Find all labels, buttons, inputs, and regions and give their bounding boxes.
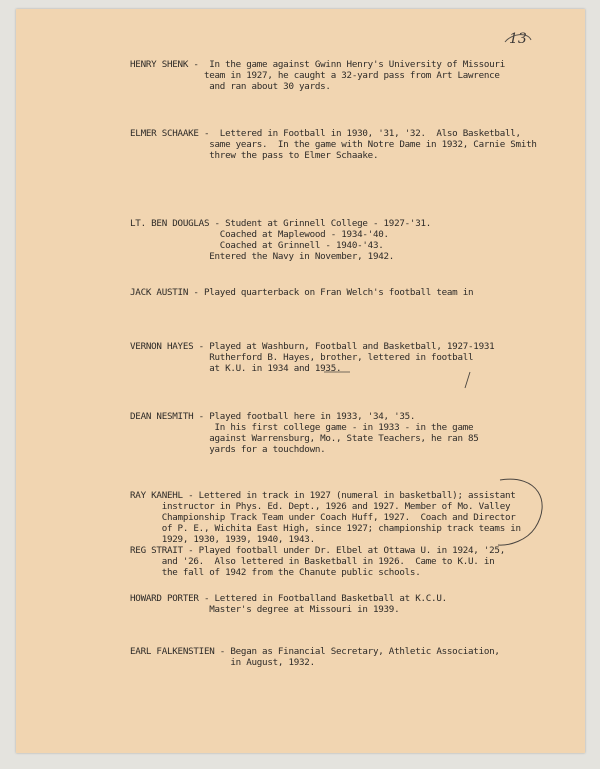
page-number-annotation: 13: [509, 31, 527, 47]
entry-jack-austin: JACK AUSTIN - Played quarterback on Fran Welch's football team in: [130, 287, 474, 298]
bracket-mark-kanehl: [498, 479, 542, 545]
entry-howard-porter: HOWARD PORTER - Lettered in Footballand Basketball at K.C.U. Master's degree at Missouri in 1939.: [130, 593, 447, 615]
circle-mark-13: [505, 35, 531, 42]
entry-dean-nesmith: DEAN NESMITH - Played football here in 1933, '34, '35. In his first college game - in 1933 - in the game against Warrensburg, Mo., State Teachers, he ran 85 yards for a touchdown.: [130, 411, 479, 455]
slash-mark-hayes: [465, 372, 470, 388]
entry-vernon-hayes: VERNON HAYES - Played at Washburn, Football and Basketball, 1927-1931 Rutherford B. Hayes, brother, lettered in football at K.U. in 1934 and 1935.: [130, 341, 495, 374]
entry-henry-shenk: HENRY SHENK - In the game against Gwinn Henry's University of Missouri team in 1927, he caught a 32-yard pass from Art Lawrence and ran about 30 yards.: [130, 59, 505, 92]
entry-elmer-schaake: ELMER SCHAAKE - Lettered in Football in 1930, '31, '32. Also Basketball, same years. In the game with Notre Dame in 1932, Carnie Smith threw the pass to Elmer Schaake.: [130, 128, 537, 161]
entry-earl-falkenstien: EARL FALKENSTIEN - Began as Financial Secretary, Athletic Association, in August, 1932.: [130, 646, 500, 668]
entry-ray-kanehl-reg-strait: RAY KANEHL - Lettered in track in 1927 (numeral in basketball); assistant instructor in Phys. Ed. Dept., 1926 and 1927. Member of Mo. Valley Championship Track Team under Coach Huff, 1927. Coach and Director of P. E., Wichita East High, since 1927; championship track teams in 1929, 1930, 1939, 1940, 1943. REG STRAIT - Played football under Dr. Elbel at Ottawa U. in 1924, '25, and '26. Also lettered in Basketball in 1926. Came to K.U. in the fall of 1942 from the Chanute public schools.: [130, 490, 521, 578]
entry-ben-douglas: LT. BEN DOUGLAS - Student at Grinnell College - 1927-'31. Coached at Maplewood - 1934-'40. Coached at Grinnell - 1940-'43. Entered the Navy in November, 1942.: [130, 218, 432, 262]
